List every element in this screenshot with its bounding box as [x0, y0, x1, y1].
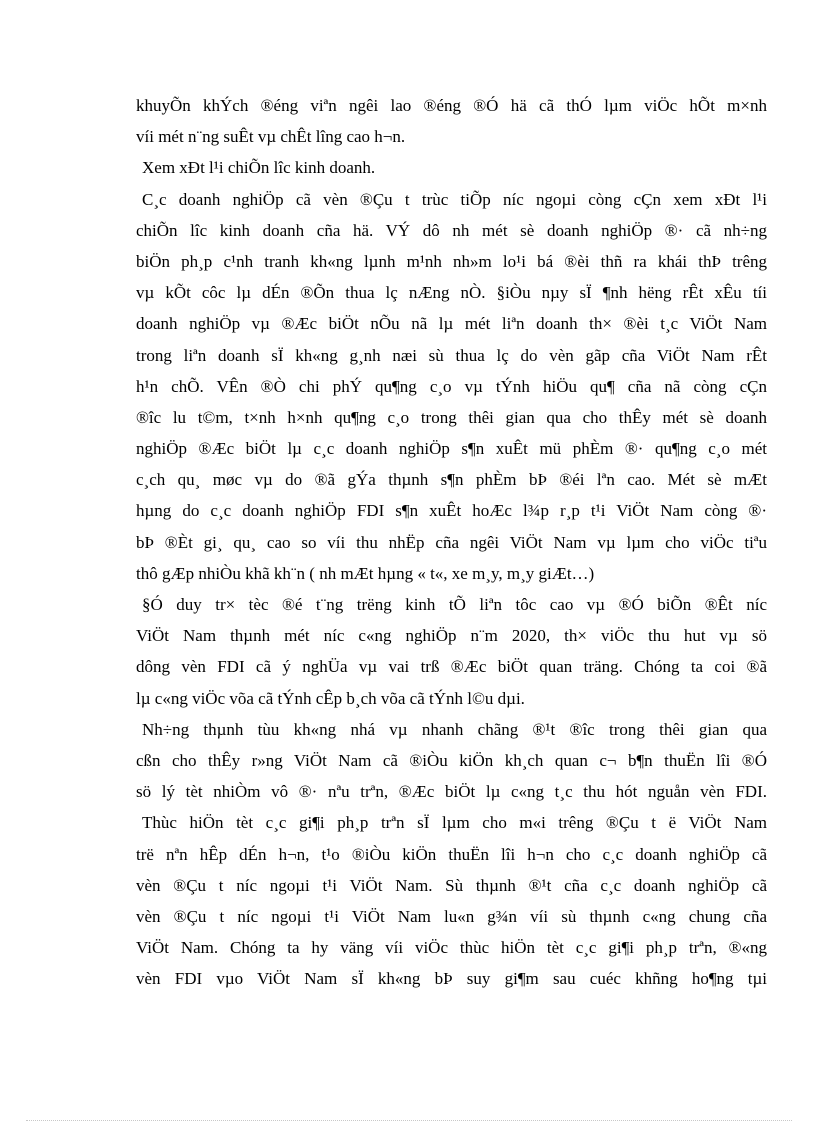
text-line: c¸ch qu¸ møc vµ do ®ã gÝa thµnh s¶n phÈm bÞ ®éi lªn cao. Mét sè mÆt [136, 470, 767, 490]
text-line: Nh÷ng thµnh tùu kh«ng nhá vµ nhanh chãng ®¹t ®îc trong thêi gian qua [142, 719, 767, 739]
text-line: khuyÕn khÝch ®éng viªn ngêi lao ®éng ®Ó hä cã thÓ lµm viÖc hÕt m×nh [136, 96, 767, 115]
text-line: biÖn ph¸p c¹nh tranh kh«ng lµnh m¹nh nh»m lo¹i bá ®èi thñ ra khái thÞ trêng [136, 251, 767, 271]
text-line: cßn cho thÊy r»ng ViÖt Nam cã ®iÒu kiÖn kh¸ch quan c¬ b¶n thuËn lîi ®Ó [136, 750, 767, 770]
text-line: ViÖt Nam. Chóng ta hy väng víi viÖc thùc hiÖn tèt c¸c gi¶i ph¸p trªn, ®«ng [136, 938, 767, 958]
text-line: ®îc lu t©m, t×nh h×nh qu¶ng c¸o trong thêi gian qua cho thÊy mét sè doanh [136, 407, 767, 427]
page-bottom-rule [26, 1120, 792, 1121]
text-line: dông vèn FDI cã ý nghÜa vµ vai trß ®Æc biÖt quan träng. Chóng ta coi ®ã [136, 657, 767, 677]
text-line: vèn ®Çu t níc ngoµi t¹i ViÖt Nam. Sù thµnh ®¹t cña c¸c doanh nghiÖp cã [136, 875, 767, 895]
text-line: C¸c doanh nghiÖp cã vèn ®Çu t trùc tiÕp níc ngoµi còng cÇn xem xÐt l¹i [142, 189, 767, 209]
text-line: §Ó duy tr× tèc ®é t¨ng trëng kinh tÕ liªn tôc cao vµ ®Ó biÕn ®Êt níc [142, 595, 767, 614]
body-text [136, 90, 767, 994]
text-line: chiÕn lîc kinh doanh cña hä. VÝ dô nh mét sè doanh nghiÖp ®· cã nh÷ng [136, 220, 767, 240]
text-line: h¹n chÕ. VÊn ®Ò chi phÝ qu¶ng c¸o vµ tÝnh hiÖu qu¶ cña nã còng cÇn [136, 376, 767, 396]
text-line: lµ c«ng viÖc võa cã tÝnh cÊp b¸ch võa cã tÝnh l©u dµi. [136, 688, 525, 708]
text-line: bÞ ®Èt gi¸ qu¸ cao so víi thu nhËp cña ngêi ViÖt Nam vµ lµm cho viÖc tiªu [136, 532, 767, 552]
text-line: ViÖt Nam thµnh mét níc c«ng nghiÖp n¨m 2020, th× viÖc thu hut vµ sö [136, 626, 767, 646]
text-line: trong liªn doanh sÏ kh«ng g¸nh næi sù thua lç do vèn gãp cña ViÖt Nam rÊt [136, 345, 767, 365]
text-line: nghiÖp ®Æc biÖt lµ c¸c doanh nghiÖp s¶n xuÊt mü phÈm ®· qu¶ng c¸o mét [136, 439, 767, 459]
text-line: vèn ®Çu t níc ngoµi t¹i ViÖt Nam lu«n g¾n víi sù thµnh c«ng chung cña [136, 906, 767, 926]
text-line: víi mét n¨ng suÊt vµ chÊt lîng cao h¬n. [136, 127, 406, 147]
text-line: vèn FDI vµo ViÖt Nam sÏ kh«ng bÞ suy gi¶m sau cuéc khñng ho¶ng tµi [136, 969, 767, 989]
text-line: Thùc hiÖn tèt c¸c gi¶i ph¸p trªn sÏ lµm cho m«i trêng ®Çu t ë ViÖt Nam [142, 813, 767, 833]
text-line: vµ kÕt côc lµ dÉn ®Õn thua lç nÆng nÒ. §iÒu nµy sÏ ¶nh hëng rÊt xÊu tíi [136, 283, 767, 303]
text-line: doanh nghiÖp vµ ®Æc biÖt nÕu nã lµ mét liªn doanh th× ®èi t¸c ViÖt Nam [136, 314, 767, 334]
text-line: trë nªn hÊp dÉn h¬n, t¹o ®iÒu kiÖn thuËn lîi h¬n cho c¸c doanh nghiÖp cã [136, 844, 767, 864]
text-line: thô gÆp nhiÒu khã kh¨n ( nh mÆt hµng « t«, xe m¸y, m¸y giÆt…) [136, 563, 595, 583]
text-line: sö lý tèt nhiÒm vô ®· nªu trªn, ®Æc biÖt lµ c«ng t¸c thu hót nguån vèn FDI. [136, 782, 767, 802]
text-line: Xem xÐt l¹i chiÕn lîc kinh doanh. [142, 158, 376, 178]
text-line: hµng do c¸c doanh nghiÖp FDI s¶n xuÊt hoÆc l¾p r¸p t¹i ViÖt Nam còng ®· [136, 501, 767, 521]
